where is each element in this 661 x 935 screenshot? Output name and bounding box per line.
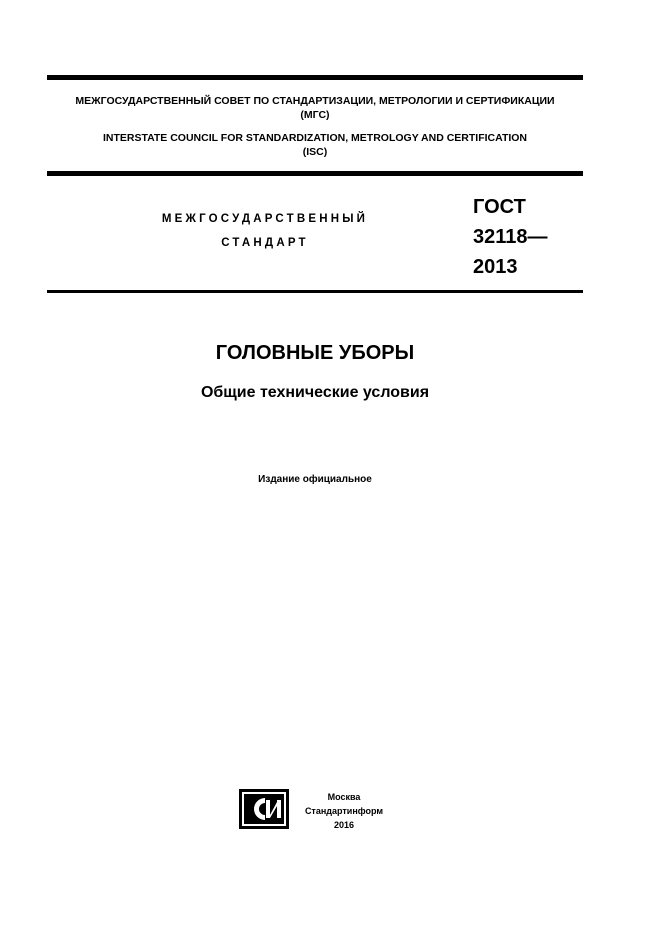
document-subtitle: Общие технические условия bbox=[200, 384, 430, 401]
gost-label: ГОСТ bbox=[473, 196, 526, 218]
council-en-abbr: (ISC) bbox=[302, 146, 328, 158]
publisher-name: Стандартинформ bbox=[304, 806, 384, 816]
standard-type bbox=[115, 207, 415, 255]
standard-type-line2: СТАНДАРТ bbox=[221, 237, 309, 249]
bottom-rule bbox=[47, 290, 583, 293]
council-en-block bbox=[47, 131, 583, 159]
middle-rule bbox=[47, 171, 583, 176]
document-title: ГОЛОВНЫЕ УБОРЫ bbox=[215, 342, 415, 364]
edition-note: Издание официальное bbox=[258, 474, 372, 485]
publisher-imprint bbox=[294, 790, 394, 832]
gost-number: 32118— bbox=[473, 226, 548, 248]
gost-year: 2013 bbox=[473, 256, 518, 278]
council-ru-block bbox=[47, 94, 583, 122]
publisher-year: 2016 bbox=[333, 820, 355, 830]
gost-designation bbox=[473, 192, 548, 282]
publisher-city: Москва bbox=[327, 792, 361, 802]
standartinform-logo-icon bbox=[239, 789, 289, 829]
standard-type-line1: МЕЖГОСУДАРСТВЕННЫЙ bbox=[161, 213, 369, 225]
top-rule bbox=[47, 75, 583, 80]
council-ru-abbr: (МГС) bbox=[300, 109, 330, 121]
council-ru-name: МЕЖГОСУДАРСТВЕННЫЙ СОВЕТ ПО СТАНДАРТИЗАЦИИ, МЕТРОЛОГИИ И СЕРТИФИКАЦИИ bbox=[75, 95, 555, 107]
council-en-name: INTERSTATE COUNCIL FOR STANDARDIZATION, METROLOGY AND CERTIFICATION bbox=[102, 132, 528, 144]
